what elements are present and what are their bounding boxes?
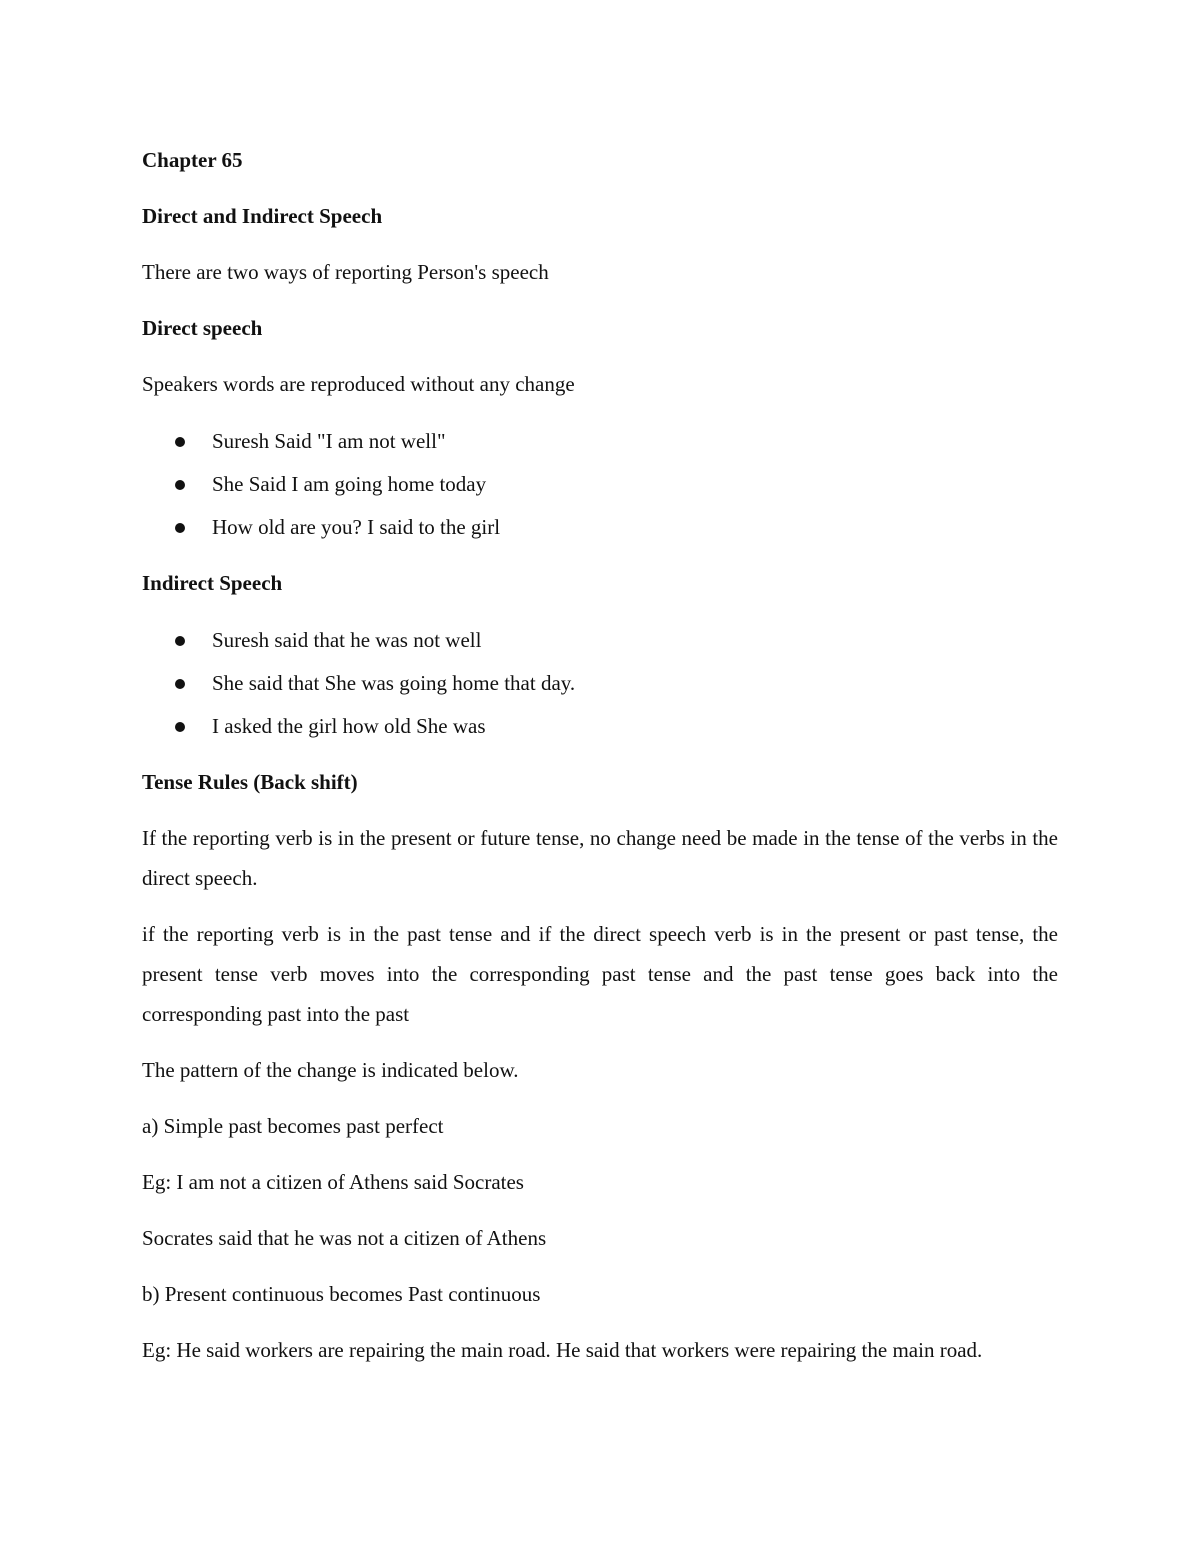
rule-item-a-result: Socrates said that he was not a citizen of Athens [142, 1226, 547, 1250]
pattern-intro: The pattern of the change is indicated below. [142, 1058, 519, 1082]
list-item-text: She said that She was going home that day. [212, 671, 576, 695]
direct-speech-description: Speakers words are reproduced without any change [142, 372, 575, 396]
bullet-icon [175, 679, 185, 689]
indirect-speech-heading: Indirect Speech [142, 571, 283, 595]
list-item-text: She Said I am going home today [212, 472, 487, 496]
tense-rules-heading: Tense Rules (Back shift) [142, 770, 358, 794]
rule-item-b-example: Eg: He said workers are repairing the main road. He said that workers were repairing the main road. [142, 1338, 983, 1362]
bullet-icon [175, 636, 185, 646]
list-item [142, 662, 1058, 705]
bullet-icon [175, 722, 185, 732]
indirect-speech-examples [142, 619, 1058, 748]
bullet-icon [175, 437, 185, 447]
bullet-icon [175, 523, 185, 533]
list-item-text: I asked the girl how old She was [212, 714, 486, 738]
list-item [142, 619, 1058, 662]
tense-rule-1: If the reporting verb is in the present or future tense, no change need be made in the tense of the verbs in the direct speech. [142, 826, 1058, 890]
document-content [142, 140, 1058, 1386]
direct-speech-heading: Direct speech [142, 316, 263, 340]
bullet-icon [175, 480, 185, 490]
list-item [142, 506, 1058, 549]
rule-item-a: a) Simple past becomes past perfect [142, 1114, 444, 1138]
list-item-text: Suresh said that he was not well [212, 628, 482, 652]
chapter-title: Chapter 65 [142, 148, 243, 172]
list-item [142, 463, 1058, 506]
list-item-text: Suresh Said "I am not well" [212, 429, 446, 453]
intro-paragraph: There are two ways of reporting Person's speech [142, 260, 549, 284]
tense-rule-2: if the reporting verb is in the past tense and if the direct speech verb is in the present or past tense, the present tense verb moves into the corresponding past tense and the past tense goes back into the corresponding past into the past [142, 922, 1058, 1026]
list-item [142, 420, 1058, 463]
rule-item-a-example: Eg: I am not a citizen of Athens said Socrates [142, 1170, 524, 1194]
direct-speech-examples [142, 420, 1058, 549]
list-item [142, 705, 1058, 748]
section-title: Direct and Indirect Speech [142, 204, 383, 228]
rule-item-b: b) Present continuous becomes Past continuous [142, 1282, 541, 1306]
list-item-text: How old are you? I said to the girl [212, 515, 501, 539]
